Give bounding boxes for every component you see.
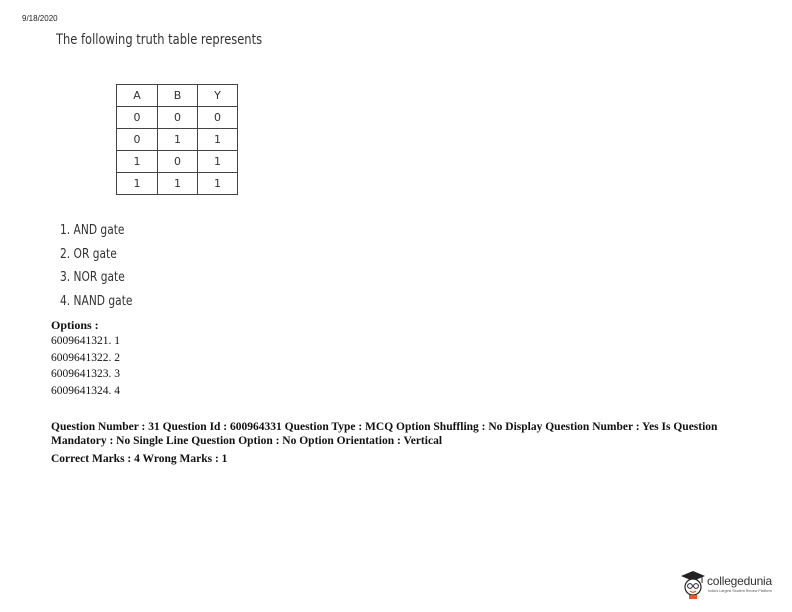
choice-item: 2. OR gate <box>60 246 117 262</box>
option-item: 6009641321. 1 <box>51 335 120 347</box>
option-item: 6009641322. 2 <box>51 351 120 364</box>
truth-table-row <box>117 151 238 173</box>
table-cell: 1 <box>117 173 158 195</box>
table-cell: 1 <box>117 151 158 173</box>
choice-item: 1. AND gate <box>60 223 125 238</box>
table-cell: 1 <box>198 129 238 151</box>
table-cell: 1 <box>198 151 238 173</box>
option-item: 6009641323. 3 <box>51 368 120 380</box>
table-cell: 0 <box>158 151 198 173</box>
table-cell: 1 <box>158 173 198 195</box>
logo-wordmark: collegedunia <box>707 574 772 588</box>
truth-table-row <box>117 173 238 195</box>
truth-table <box>116 84 238 195</box>
print-date: 9/18/2020 <box>22 14 58 23</box>
marks-info: Correct Marks : 4 Wrong Marks : 1 <box>51 453 228 465</box>
collegedunia-logo <box>680 570 785 602</box>
header-cell-y: Y <box>198 85 238 107</box>
question-metadata: Question Number : 31 Question Id : 600964331 Question Type : MCQ Option Shuffling : No Display Question Number : Yes Is Question Mandatory : No Single Line Question Option : No Option Orientation : Vertical <box>51 421 718 447</box>
options-label: Options : <box>51 318 99 332</box>
table-cell: 0 <box>117 129 158 151</box>
answer-choices <box>60 222 132 316</box>
choice-item: 3. NOR gate <box>60 270 125 285</box>
choice-item: 4. NAND gate <box>60 293 133 309</box>
table-cell: 0 <box>117 107 158 129</box>
table-cell: 0 <box>198 107 238 129</box>
table-cell: 1 <box>158 129 198 151</box>
truth-table-row <box>117 129 238 151</box>
truth-table-header-row <box>117 85 238 107</box>
header-cell-b: B <box>158 85 198 107</box>
truth-table-row <box>117 107 238 129</box>
question-text: The following truth table represents <box>56 32 263 48</box>
options-list <box>51 333 120 399</box>
header-cell-a: A <box>117 85 158 107</box>
mascot-icon <box>680 570 706 600</box>
table-cell: 1 <box>198 173 238 195</box>
table-cell: 0 <box>158 107 198 129</box>
logo-tagline: India's Largest Student Review Platform <box>708 589 772 593</box>
option-item: 6009641324. 4 <box>51 384 120 397</box>
